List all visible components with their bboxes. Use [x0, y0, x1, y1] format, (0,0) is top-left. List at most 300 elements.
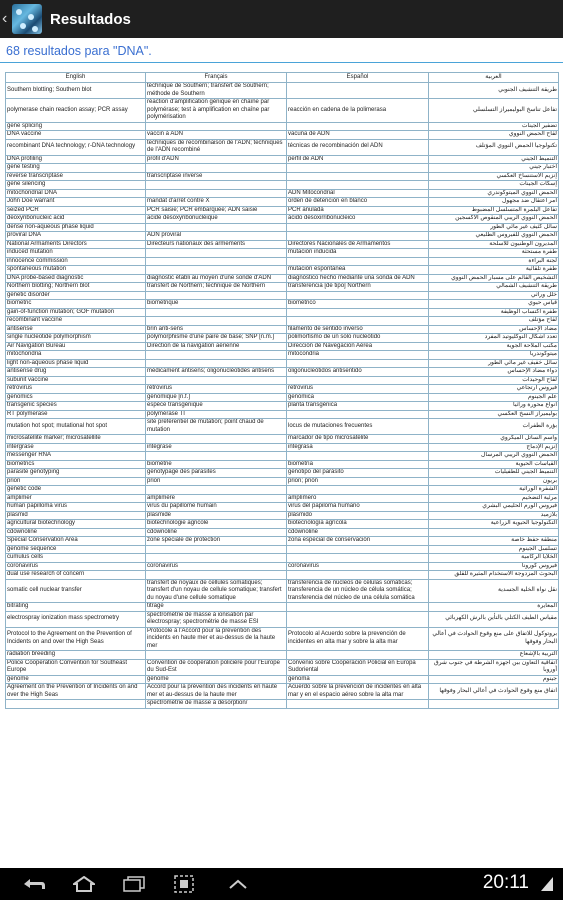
- cell-french: génomique [n.f.]: [146, 393, 287, 402]
- table-row[interactable]: [6, 452, 559, 461]
- results-table: [5, 72, 559, 709]
- cell-arabic: التنميط الجيني: [429, 155, 559, 164]
- table-row[interactable]: [6, 181, 559, 190]
- cell-spanish: perfil de ADN: [287, 155, 429, 164]
- cell-french: ADN proviral: [146, 232, 287, 241]
- cell-spanish: amplímero: [287, 494, 429, 503]
- table-row[interactable]: [6, 334, 559, 343]
- cell-english: dual use research of concern: [6, 571, 146, 580]
- cell-arabic: بؤرة الطفرات: [429, 419, 559, 435]
- cell-arabic: تفاعل البلمرة المتسلسل المضبوط: [429, 206, 559, 215]
- cell-english: retrovirus: [6, 385, 146, 394]
- table-row[interactable]: [6, 651, 559, 660]
- table-row[interactable]: [6, 257, 559, 266]
- cell-english: bitrating: [6, 603, 146, 612]
- cell-spanish: Directores Nacionales de Armamentos: [287, 240, 429, 249]
- cell-arabic: لقاح الحمض النووي: [429, 131, 559, 140]
- table-row[interactable]: [6, 511, 559, 520]
- table-row[interactable]: [6, 351, 559, 360]
- cell-arabic: تضفير الجينات: [429, 122, 559, 131]
- cell-english: antisense drug: [6, 368, 146, 377]
- table-row[interactable]: [6, 223, 559, 232]
- cell-spanish: marcador de tipo microsatélite: [287, 435, 429, 444]
- table-row[interactable]: [6, 402, 559, 411]
- cell-spanish: orden de detención en blanco: [287, 198, 429, 207]
- wifi-signal-icon: [541, 877, 553, 891]
- cell-arabic: تفاعل تناسخ البوليميراز التسلسلي: [429, 99, 559, 123]
- cell-english: RT polymerase: [6, 410, 146, 419]
- cell-arabic: تسلسل الجينوم: [429, 545, 559, 554]
- cell-french: virus du papillome humain: [146, 503, 287, 512]
- cell-arabic: الحمض النووي الريبي المرسال: [429, 452, 559, 461]
- cell-spanish: [287, 545, 429, 554]
- cell-arabic: التشخيص القائم على مسبار الحمض النووي: [429, 274, 559, 283]
- table-row[interactable]: [6, 139, 559, 155]
- cell-french: Direction de la navigation aérienne: [146, 342, 287, 351]
- table-row[interactable]: [6, 83, 559, 99]
- table-row[interactable]: [6, 122, 559, 131]
- cell-spanish: [287, 164, 429, 173]
- table-row[interactable]: [6, 232, 559, 241]
- table-row[interactable]: [6, 385, 559, 394]
- cell-spanish: transferencia de núcleos de células somáticas; transferencia de un núcleo de célula somática; transferencia del núcleo de una célula somática: [287, 579, 429, 603]
- cell-spanish: diagnóstico hecho mediante una sonda de ADN: [287, 274, 429, 283]
- cell-french: titrage: [146, 603, 287, 612]
- cell-spanish: biotecnología agrícola: [287, 520, 429, 529]
- cell-english: reverse transcriptase: [6, 172, 146, 181]
- cell-french: [146, 181, 287, 190]
- cell-french: biotechnologie agricole: [146, 520, 287, 529]
- cell-english: radiation breeding: [6, 651, 146, 660]
- cell-spanish: mutación espontánea: [287, 266, 429, 275]
- table-row[interactable]: [6, 684, 559, 700]
- cell-spanish: mutación inducida: [287, 249, 429, 258]
- cell-english: Southern blotting; Southern blot: [6, 83, 146, 99]
- cell-spanish: [287, 317, 429, 326]
- table-row[interactable]: [6, 627, 559, 651]
- cell-spanish: biométrico: [287, 300, 429, 309]
- cell-english: Northern blotting; Northern blot: [6, 283, 146, 292]
- cell-french: Convention de coopération policière pour l'Europe du Sud-Est: [146, 659, 287, 675]
- cell-french: [146, 291, 287, 300]
- cell-arabic: علم الجينوم: [429, 393, 559, 402]
- cell-spanish: transferencia [de tipo] Northern: [287, 283, 429, 292]
- column-header-spanish: Español: [287, 73, 429, 83]
- cell-french: biométrique: [146, 300, 287, 309]
- cell-english: gene testing: [6, 164, 146, 173]
- cell-french: [146, 257, 287, 266]
- cell-english: somatic cell nuclear transfer: [6, 579, 146, 603]
- table-row[interactable]: [6, 376, 559, 385]
- cell-english: human papilloma virus: [6, 503, 146, 512]
- cell-french: [146, 554, 287, 563]
- cell-arabic: فيروس الورم الحليمي البشري: [429, 503, 559, 512]
- cell-english: dense non-aqueous phase liquid: [6, 223, 146, 232]
- cell-french: médicament antisens; oligonucléotides antisens: [146, 368, 287, 377]
- cell-english: light non-aqueous phase liquid: [6, 359, 146, 368]
- cell-arabic: مقياس الطيف الكتلي بالتأين بالرش الكهربائي: [429, 611, 559, 627]
- cell-spanish: cdownoline: [287, 528, 429, 537]
- cell-french: technique de Southern; transfert de Southern; méthode de Southern: [146, 83, 287, 99]
- table-row[interactable]: [6, 325, 559, 334]
- cell-english: subunit vaccine: [6, 376, 146, 385]
- table-row[interactable]: [6, 435, 559, 444]
- cell-arabic: اختبار جيني: [429, 164, 559, 173]
- cell-arabic: فيروس ارتجاعي: [429, 385, 559, 394]
- table-row[interactable]: [6, 410, 559, 419]
- table-row[interactable]: [6, 291, 559, 300]
- cell-english: single nucleotide polymorphism: [6, 334, 146, 343]
- cell-english: cumulus cells: [6, 554, 146, 563]
- table-row[interactable]: [6, 477, 559, 486]
- cell-spanish: ácido desoxirribonucleico: [287, 215, 429, 224]
- cell-english: parasite genotyping: [6, 469, 146, 478]
- cell-english: mitochondrial DNA: [6, 189, 146, 198]
- cell-english: plasmid: [6, 511, 146, 520]
- cell-arabic: مرئية التضخيم: [429, 494, 559, 503]
- table-row[interactable]: [6, 675, 559, 684]
- cell-english: proviral DNA: [6, 232, 146, 241]
- cell-french: spectrométrie de masse à désorption/: [146, 700, 287, 709]
- results-summary: 68 resultados para "DNA".: [6, 44, 152, 58]
- cell-english: cdownoline: [6, 528, 146, 537]
- cell-arabic: واسم الساتل الميكروي: [429, 435, 559, 444]
- cell-french: acide désoxyribonucléique: [146, 215, 287, 224]
- cell-spanish: zona especial de conservación: [287, 537, 429, 546]
- table-row[interactable]: [6, 283, 559, 292]
- cell-english: innocence commission: [6, 257, 146, 266]
- cell-spanish: [287, 308, 429, 317]
- table-row[interactable]: [6, 131, 559, 140]
- cell-arabic: منطقة حفظ خاصة: [429, 537, 559, 546]
- cell-spanish: Convenio sobre Cooperación Policial en Europa Sudoriental: [287, 659, 429, 675]
- cell-english: [6, 700, 146, 709]
- cell-english: polymerase chain reaction assay; PCR assay: [6, 99, 146, 123]
- table-row[interactable]: [6, 611, 559, 627]
- cell-english: DNA profiling: [6, 155, 146, 164]
- cell-arabic: بريون: [429, 477, 559, 486]
- table-row[interactable]: [6, 198, 559, 207]
- cell-french: coronavirus: [146, 562, 287, 571]
- cell-arabic: أنواع محورة وراثيا: [429, 402, 559, 411]
- cell-spanish: [287, 486, 429, 495]
- cell-arabic: نقل نواة الخلية الجسدية: [429, 579, 559, 603]
- table-row[interactable]: [6, 579, 559, 603]
- cell-french: [146, 189, 287, 198]
- table-row[interactable]: [6, 393, 559, 402]
- cell-arabic: لقاح مؤتلف: [429, 317, 559, 326]
- cell-arabic: بروتوكول للاتفاق على منع وقوع الحوادث في أعالي البحار وفوقها: [429, 627, 559, 651]
- cell-arabic: سائل كثيف غير مائي الطور: [429, 223, 559, 232]
- status-clock: 20:11: [482, 872, 529, 893]
- cell-arabic: بوليميراز النسخ العكسي: [429, 410, 559, 419]
- cell-french: [146, 486, 287, 495]
- cell-english: genomics: [6, 393, 146, 402]
- cell-arabic: جينوم: [429, 675, 559, 684]
- cell-french: [146, 308, 287, 317]
- cell-french: transcriptase inverse: [146, 172, 287, 181]
- cell-spanish: [287, 452, 429, 461]
- cell-arabic: المديرون الوطنيون للأسلحة: [429, 240, 559, 249]
- cell-spanish: PCR anulada: [287, 206, 429, 215]
- cell-arabic: سائل خفيف غير مائي الطور: [429, 359, 559, 368]
- table-row[interactable]: [6, 419, 559, 435]
- cell-spanish: vacuna de ADN: [287, 131, 429, 140]
- cell-english: mutation hot spot; mutational hot spot: [6, 419, 146, 435]
- cell-spanish: Protocolo al Acuerdo sobre la prevención de incidentes en alta mar y sobre la alta mar: [287, 627, 429, 651]
- cell-english: DNA probe-based diagnostic: [6, 274, 146, 283]
- table-row[interactable]: [6, 189, 559, 198]
- cell-english: John Doe warrant: [6, 198, 146, 207]
- cell-arabic: إنزيم الاستنساخ العكسي: [429, 172, 559, 181]
- cell-arabic: قياس حيوي: [429, 300, 559, 309]
- table-row[interactable]: [6, 155, 559, 164]
- cell-arabic: طفرة اكتساب الوظيفة: [429, 308, 559, 317]
- table-row[interactable]: [6, 537, 559, 546]
- cell-spanish: virus del papiloma humano: [287, 503, 429, 512]
- cell-arabic: إنزيم الإدماج: [429, 443, 559, 452]
- cell-french: PCR saisie; PCR embarquée; ADN saisie: [146, 206, 287, 215]
- cell-english: genome sequence: [6, 545, 146, 554]
- cell-arabic: لجنة البراءة: [429, 257, 559, 266]
- cell-french: [146, 571, 287, 580]
- cell-arabic: القياسات الحيوية: [429, 460, 559, 469]
- cell-english: deoxyribonucleic acid: [6, 215, 146, 224]
- cell-english: coronavirus: [6, 562, 146, 571]
- cell-arabic: اتفاق منع وقوع الحوادث في أعالي البحار وفوقها: [429, 684, 559, 700]
- table-row[interactable]: [6, 486, 559, 495]
- table-row[interactable]: [6, 554, 559, 563]
- table-row[interactable]: [6, 460, 559, 469]
- cell-french: génome: [146, 675, 287, 684]
- table-row[interactable]: [6, 562, 559, 571]
- screenshot-icon[interactable]: [162, 868, 206, 900]
- cell-english: agricultural biotechnology: [6, 520, 146, 529]
- cell-spanish: integrasa: [287, 443, 429, 452]
- cell-english: prion: [6, 477, 146, 486]
- cell-english: microsatellite marker; microsatellite: [6, 435, 146, 444]
- cell-english: amplimer: [6, 494, 146, 503]
- cell-arabic: الحمض النووي الميتوكوندري: [429, 189, 559, 198]
- cell-arabic: طفرة مستحثة: [429, 249, 559, 258]
- cell-french: [146, 249, 287, 258]
- cell-arabic: الحمض النووي الريبي المنقوص الأكسجين: [429, 215, 559, 224]
- cell-french: site préférentiel de mutation; point chaud de mutation: [146, 419, 287, 435]
- table-row[interactable]: [6, 520, 559, 529]
- cell-spanish: ADN Mitocondrial: [287, 189, 429, 198]
- table-row[interactable]: [6, 528, 559, 537]
- cell-french: brin anti-sens: [146, 325, 287, 334]
- back-arrow-icon[interactable]: [12, 868, 56, 900]
- cell-french: [146, 545, 287, 554]
- table-row[interactable]: [6, 359, 559, 368]
- cell-english: Police Cooperation Convention for Southeast Europe: [6, 659, 146, 675]
- table-row[interactable]: [6, 249, 559, 258]
- cell-spanish: polimorfismo de un solo nucleótido: [287, 334, 429, 343]
- cell-spanish: técnicas de recombinación del ADN: [287, 139, 429, 155]
- cell-french: [146, 317, 287, 326]
- cell-french: [146, 359, 287, 368]
- system-nav-bar: [0, 868, 563, 900]
- cell-spanish: coronavirus: [287, 562, 429, 571]
- cell-english: electrospray ionization mass spectrometry: [6, 611, 146, 627]
- table-row[interactable]: [6, 494, 559, 503]
- cell-spanish: [287, 257, 429, 266]
- table-row[interactable]: [6, 469, 559, 478]
- cell-french: polymorphisme d'une paire de base; SNP [n.m.]: [146, 334, 287, 343]
- cell-spanish: [287, 603, 429, 612]
- cell-english: messenger RNA: [6, 452, 146, 461]
- cell-english: transgenic species: [6, 402, 146, 411]
- cell-arabic: الشفرة الوراثية: [429, 486, 559, 495]
- cell-french: vaccin à ADN: [146, 131, 287, 140]
- cell-french: [146, 376, 287, 385]
- table-row[interactable]: [6, 342, 559, 351]
- action-bar: [0, 0, 563, 38]
- table-row[interactable]: [6, 240, 559, 249]
- cell-spanish: locus de mutaciones frecuentes: [287, 419, 429, 435]
- table-row[interactable]: [6, 443, 559, 452]
- cell-french: polymérase TI: [146, 410, 287, 419]
- cell-french: [146, 223, 287, 232]
- cell-french: [146, 351, 287, 360]
- table-row[interactable]: [6, 368, 559, 377]
- cell-spanish: [287, 359, 429, 368]
- cell-french: techniques de recombinaison de l'ADN; techniques de l'ADN recombiné: [146, 139, 287, 155]
- cell-english: genome: [6, 675, 146, 684]
- home-icon[interactable]: [62, 868, 106, 900]
- cell-english: Air Navigation Bureau: [6, 342, 146, 351]
- results-content[interactable]: [0, 38, 563, 868]
- table-row[interactable]: [6, 545, 559, 554]
- cell-english: genetic disorder: [6, 291, 146, 300]
- cell-arabic: الحمض النووي للفيروس الطليعي: [429, 232, 559, 241]
- table-row[interactable]: [6, 164, 559, 173]
- cell-spanish: genoma: [287, 675, 429, 684]
- cell-french: plasmide: [146, 511, 287, 520]
- cell-arabic: طفرة تلقائية: [429, 266, 559, 275]
- cell-french: génotypage des parasites: [146, 469, 287, 478]
- cell-spanish: [287, 376, 429, 385]
- cell-english: biometrics: [6, 460, 146, 469]
- cell-arabic: طريقة التنشيف الشمالي: [429, 283, 559, 292]
- cell-arabic: خلل وراثي: [429, 291, 559, 300]
- cell-french: mandat d'arrêt contre X: [146, 198, 287, 207]
- table-row[interactable]: [6, 308, 559, 317]
- table-row[interactable]: [6, 659, 559, 675]
- cell-arabic: الخلايا الركامية: [429, 554, 559, 563]
- table-row[interactable]: [6, 215, 559, 224]
- cell-french: transfert de Northern; technique de Northern: [146, 283, 287, 292]
- chevron-left-icon[interactable]: ‹: [2, 10, 8, 27]
- cell-arabic: مكتب الملاحة الجوية: [429, 342, 559, 351]
- cell-french: espèce transgénique: [146, 402, 287, 411]
- cell-arabic: ميتوكوندريا: [429, 351, 559, 360]
- cell-french: Accord pour la prévention des incidents en haute mer et au-dessus de la haute mer: [146, 684, 287, 700]
- table-row[interactable]: [6, 503, 559, 512]
- cell-english: biometric: [6, 300, 146, 309]
- cell-french: intégrase: [146, 443, 287, 452]
- cell-french: spectrométrie de masse à ionisation par électrospray; spectrométrie de masse ESI: [146, 611, 287, 627]
- cell-spanish: mitocondria: [287, 351, 429, 360]
- cell-spanish: [287, 181, 429, 190]
- cell-french: [146, 122, 287, 131]
- cell-english: gain-of-function mutation; GOF mutation: [6, 308, 146, 317]
- cell-french: diagnostic établi au moyen d'une sonde d'ADN: [146, 274, 287, 283]
- cell-english: spontaneous mutation: [6, 266, 146, 275]
- recent-apps-icon[interactable]: [112, 868, 156, 900]
- cell-spanish: Dirección de Navegación Aérea: [287, 342, 429, 351]
- cell-spanish: [287, 172, 429, 181]
- cell-arabic: بلازميد: [429, 511, 559, 520]
- cell-english: National Armaments Directors: [6, 240, 146, 249]
- cell-arabic: لقاح الوحيدات: [429, 376, 559, 385]
- page-title: Resultados: [50, 10, 131, 28]
- cell-spanish: [287, 410, 429, 419]
- cell-spanish: prion; prión: [287, 477, 429, 486]
- column-header-arabic: العربية: [429, 73, 559, 83]
- cell-spanish: reacción en cadena de la polimerasa: [287, 99, 429, 123]
- cell-english: intergrase: [6, 443, 146, 452]
- table-row[interactable]: [6, 274, 559, 283]
- cell-french: réaction d'amplification génique en chaîne par polymérase; test à amplification en chaîne par polymérisation: [146, 99, 287, 123]
- chevron-up-icon[interactable]: [216, 868, 260, 900]
- cell-english: Agreement on the Prevention of Incidents on and over the High Seas: [6, 684, 146, 700]
- cell-spanish: [287, 122, 429, 131]
- cell-arabic: تكنولوجيا الحمض النووي المؤتلف: [429, 139, 559, 155]
- cell-spanish: [287, 223, 429, 232]
- cell-english: antisense: [6, 325, 146, 334]
- table-row[interactable]: [6, 266, 559, 275]
- cell-arabic: تعدد أشكال النوكليوتيد المفرد: [429, 334, 559, 343]
- table-row[interactable]: [6, 99, 559, 123]
- cell-spanish: [287, 554, 429, 563]
- cell-english: recombinant vaccine: [6, 317, 146, 326]
- cell-spanish: [287, 651, 429, 660]
- table-row[interactable]: [6, 172, 559, 181]
- cell-spanish: genotipo del parásito: [287, 469, 429, 478]
- cell-spanish: retrovirus: [287, 385, 429, 394]
- table-row[interactable]: [6, 317, 559, 326]
- cell-spanish: [287, 571, 429, 580]
- cell-arabic: التنميط الجيني للطفيليات: [429, 469, 559, 478]
- cell-arabic: التربية بالإشعاع: [429, 651, 559, 660]
- cell-english: seized PCR: [6, 206, 146, 215]
- cell-arabic: [429, 700, 559, 709]
- cell-french: cdownoline: [146, 528, 287, 537]
- cell-spanish: planta transgénica: [287, 402, 429, 411]
- cell-french: [146, 435, 287, 444]
- cell-spanish: [287, 232, 429, 241]
- column-header-french: Français: [146, 73, 287, 83]
- dna-app-icon[interactable]: [12, 4, 42, 34]
- cell-spanish: biometría: [287, 460, 429, 469]
- cell-english: recombinant DNA technology; r-DNA technology: [6, 139, 146, 155]
- cell-french: prion: [146, 477, 287, 486]
- cell-english: DNA vaccine: [6, 131, 146, 140]
- table-row[interactable]: [6, 603, 559, 612]
- table-row[interactable]: [6, 206, 559, 215]
- cell-french: transfert de noyaux de cellules somatiques; transfert d'un noyau de cellule somatique; transfert du noyau d'une cellule somatique: [146, 579, 287, 603]
- divider: [0, 62, 563, 63]
- cell-french: rétrovirus: [146, 385, 287, 394]
- cell-arabic: فيروس كورونا: [429, 562, 559, 571]
- table-row[interactable]: [6, 571, 559, 580]
- cell-arabic: المعايرة: [429, 603, 559, 612]
- cell-english: genetic code: [6, 486, 146, 495]
- table-row[interactable]: [6, 300, 559, 309]
- table-row[interactable]: [6, 700, 559, 709]
